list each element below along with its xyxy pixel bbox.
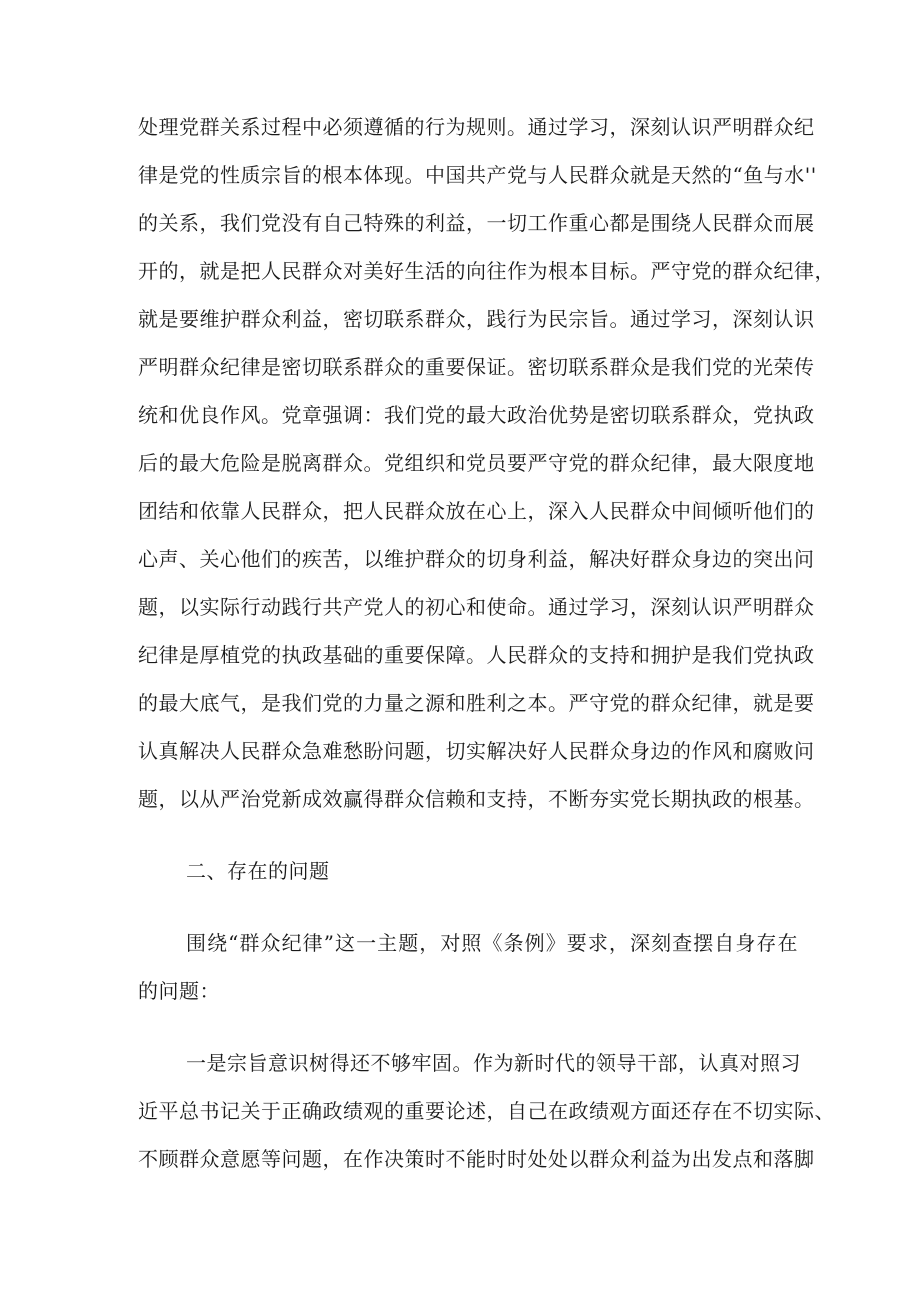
paragraph-line: 的问题：	[138, 979, 220, 1003]
paragraph-line: 题，以实际行动践行共产党人的初心和使命。通过学习，深刻认识严明群众	[138, 595, 815, 619]
paragraph-line: 一是宗旨意识树得还不够牢固。作为新时代的领导干部，认真对照习	[186, 1051, 801, 1075]
paragraph-line: 统和优良作风。党章强调：我们党的最大政治优势是密切联系群众，党执政	[138, 403, 815, 427]
paragraph-line: 不顾群众意愿等问题，在作决策时不能时时处处以群众利益为出发点和落脚	[138, 1147, 815, 1171]
paragraph-line: 的最大底气，是我们党的力量之源和胜利之本。严守党的群众纪律，就是要	[138, 691, 815, 715]
paragraph-line: 认真解决人民群众急难愁盼问题，切实解决好人民群众身边的作风和腐败问	[138, 739, 815, 763]
paragraph-line: 就是要维护群众利益，密切联系群众，践行为民宗旨。通过学习，深刻认识	[138, 307, 815, 331]
paragraph-line: 律是党的性质宗旨的根本体现。中国共产党与人民群众就是天然的“鱼与水''	[138, 163, 817, 187]
paragraph-line: 的关系，我们党没有自己特殊的利益，一切工作重心都是围绕人民群众而展	[138, 211, 815, 235]
paragraph-line: 团结和依靠人民群众，把人民群众放在心上，深入人民群众中间倾听他们的	[138, 499, 815, 523]
paragraph-line: 近平总书记关于正确政绩观的重要论述，自己在政绩观方面还存在不切实际、	[138, 1099, 835, 1123]
paragraph-line: 处理党群关系过程中必须遵循的行为规则。通过学习，深刻认识严明群众纪	[138, 115, 815, 139]
paragraph-line: 后的最大危险是脱离群众。党组织和党员要严守党的群众纪律，最大限度地	[138, 451, 815, 475]
paragraph-line: 题，以从严治党新成效赢得群众信赖和支持，不断夯实党长期执政的根基。	[138, 787, 815, 811]
paragraph-line: 围绕“群众纪律”这一主题，对照《条例》要求，深刻查摆自身存在	[186, 931, 798, 955]
paragraph-line: 心声、关心他们的疾苦，以维护群众的切身利益，解决好群众身边的突出问	[138, 547, 815, 571]
paragraph-line: 开的，就是把人民群众对美好生活的向往作为根本目标。严守党的群众纪律，	[138, 259, 835, 283]
paragraph-line: 纪律是厚植党的执政基础的重要保障。人民群众的支持和拥护是我们党执政	[138, 643, 815, 667]
section-heading: 二、存在的问题	[186, 859, 330, 883]
paragraph-line: 严明群众纪律是密切联系群众的重要保证。密切联系群众是我们党的光荣传	[138, 355, 815, 379]
